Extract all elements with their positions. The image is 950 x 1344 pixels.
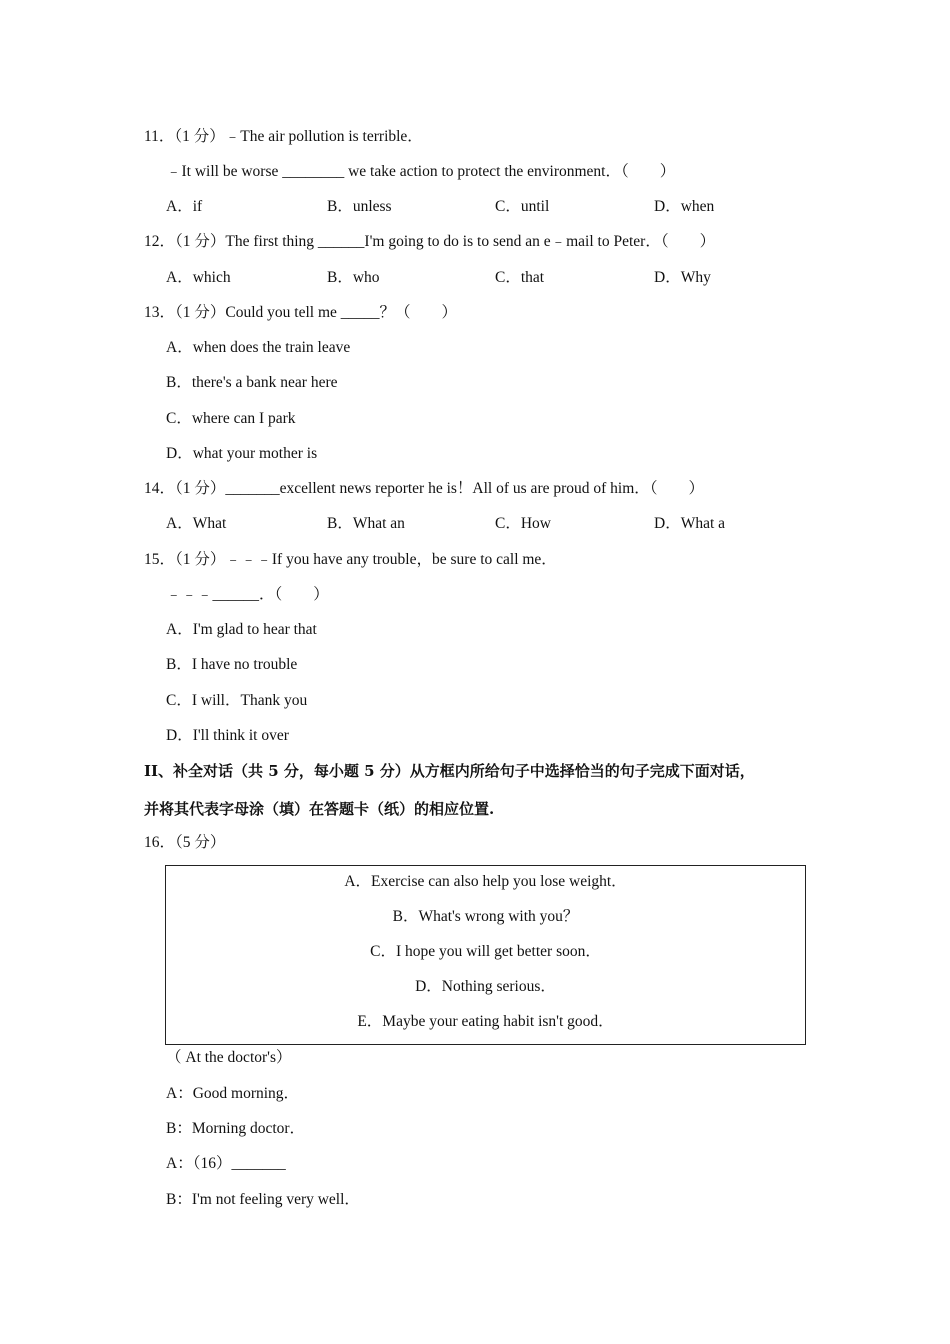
question-14-stem: 14．（1 分）_______excellent news reporter he is！All of us are proud of him．（ ） [144, 480, 705, 497]
section-heading-line2: 并将其代表字母涂（填）在答题卡（纸）的相应位置. [144, 800, 495, 818]
question-11-line2: ﹣It will be worse ________ we take action to protect the environment．（ ） [166, 163, 676, 180]
section-heading-line1: II、补全对话（共 5 分，每小题 5 分）从方框内所给句子中选择恰当的句子完成下面对话， [144, 762, 755, 780]
box-sentence-e: E．Maybe your eating habit isn't good． [357, 1013, 614, 1030]
option-b[interactable]: B．unless [327, 198, 392, 215]
question-12-stem: 12．（1 分）The first thing ______I'm going to do is to send an e﹣mail to Peter．（ ） [144, 233, 716, 250]
option-b[interactable]: B．who [327, 269, 380, 286]
question-11-stem: 11．（1 分）﹣The air pollution is terrible． [144, 128, 423, 145]
dialogue-blank-line[interactable]: A：（16）_______ [166, 1155, 286, 1172]
option-d[interactable]: D．What a [654, 515, 726, 532]
option-b[interactable]: B．there's a bank near here [166, 374, 338, 391]
dialogue-line: B：I'm not feeling very well． [166, 1191, 360, 1208]
box-sentence-c: C．I hope you will get better soon． [370, 943, 601, 960]
question-16-stem: 16．（5 分） [144, 834, 226, 851]
dialogue-line: A：Good morning． [166, 1085, 300, 1102]
option-a[interactable]: A．which [166, 269, 231, 286]
dialogue-setting: （ At the doctor's） [166, 1049, 292, 1066]
option-d[interactable]: D．what your mother is [166, 445, 318, 462]
option-a[interactable]: A．when does the train leave [166, 339, 351, 356]
option-b[interactable]: B．What an [327, 515, 405, 532]
option-a[interactable]: A．if [166, 198, 203, 215]
question-13-stem: 13．（1 分）Could you tell me _____？（ ） [144, 304, 458, 321]
option-b[interactable]: B．I have no trouble [166, 656, 298, 673]
option-d[interactable]: D．when [654, 198, 715, 215]
option-d[interactable]: D．I'll think it over [166, 727, 289, 744]
question-15-stem: 15．（1 分）﹣﹣﹣If you have any trouble，be sure to call me． [144, 551, 557, 568]
option-a[interactable]: A．What [166, 515, 227, 532]
option-c[interactable]: C．I will．Thank you [166, 692, 308, 709]
dialogue-line: B：Morning doctor． [166, 1120, 306, 1137]
box-sentence-b: B．What's wrong with you？ [392, 908, 579, 925]
option-c[interactable]: C．until [495, 198, 550, 215]
box-sentence-a: A．Exercise can also help you lose weight． [344, 873, 627, 890]
option-c[interactable]: C．that [495, 269, 545, 286]
question-15-line2: ﹣﹣﹣______．（ ） [166, 586, 329, 603]
option-a[interactable]: A．I'm glad to hear that [166, 621, 317, 638]
option-d[interactable]: D．Why [654, 269, 711, 286]
option-c[interactable]: C．where can I park [166, 410, 296, 427]
option-c[interactable]: C．How [495, 515, 551, 532]
sentence-choice-box [165, 865, 806, 1045]
box-sentence-d: D．Nothing serious． [415, 978, 556, 995]
